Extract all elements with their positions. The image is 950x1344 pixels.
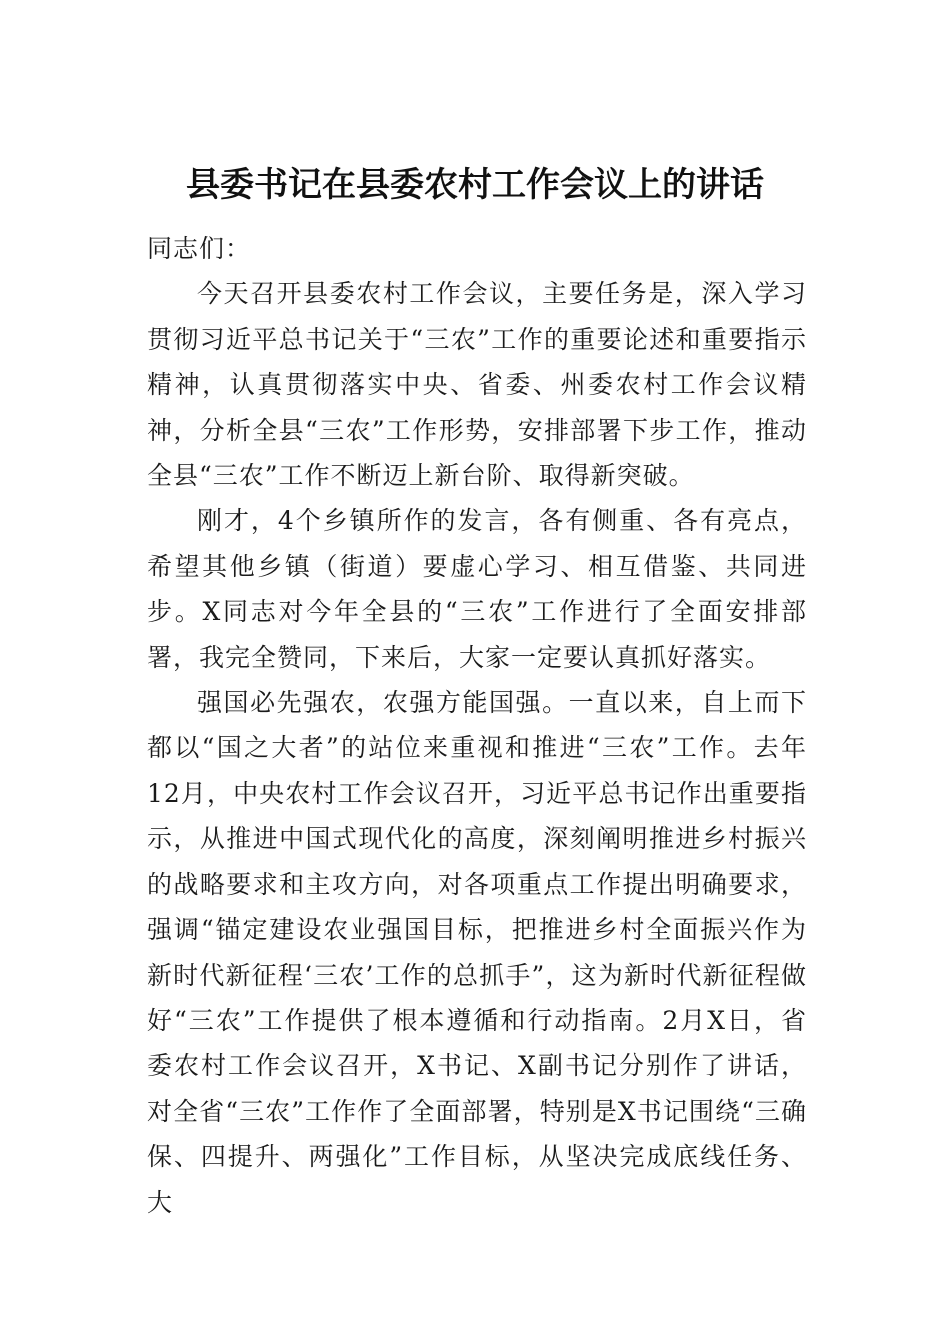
- paragraph-speeches: 刚才，4个乡镇所作的发言，各有侧重、各有亮点，希望其他乡镇（街道）要虚心学习、相互借鉴、共同进步。X同志对今年全县的“三农”工作进行了全面安排部署，我完全赞同，下来后，大家一定要认真抓好落实。: [147, 506, 807, 672]
- paragraph-opening: 今天召开县委农村工作会议，主要任务是，深入学习贯彻习近平总书记关于“三农”工作的重要论述和重要指示精神，认真贯彻落实中央、省委、州委农村工作会议精神，分析全县“三农”工作形势，安排部署下步工作，推动全县“三农”工作不断迈上新台阶、取得新突破。: [147, 279, 807, 491]
- document-title: 县委书记在县委农村工作会议上的讲话: [186, 165, 764, 205]
- salutation: 同志们：: [147, 234, 252, 263]
- document-body: [147, 226, 807, 1225]
- paragraph-strong-agriculture: 强国必先强农，农强方能国强。一直以来，自上而下都以“国之大者”的站位来重视和推进“三农”工作。去年12月，中央农村工作会议召开，习近平总书记作出重要指示，从推进中国式现代化的高度，深刻阐明推进乡村振兴的战略要求和主攻方向，对各项重点工作提出明确要求，强调“锚定建设农业强国目标，把推进乡村全面振兴作为新时代新征程‘三农’工作的总抓手”，这为新时代新征程做好“三农”工作提供了根本遵循和行动指南。2月X日，省委农村工作会议召开，X书记、X副书记分别作了讲话，对全省“三农”工作作了全面部署，特别是X书记围绕“三确保、四提升、两强化”工作目标，从坚决完成底线任务、大: [147, 688, 807, 1217]
